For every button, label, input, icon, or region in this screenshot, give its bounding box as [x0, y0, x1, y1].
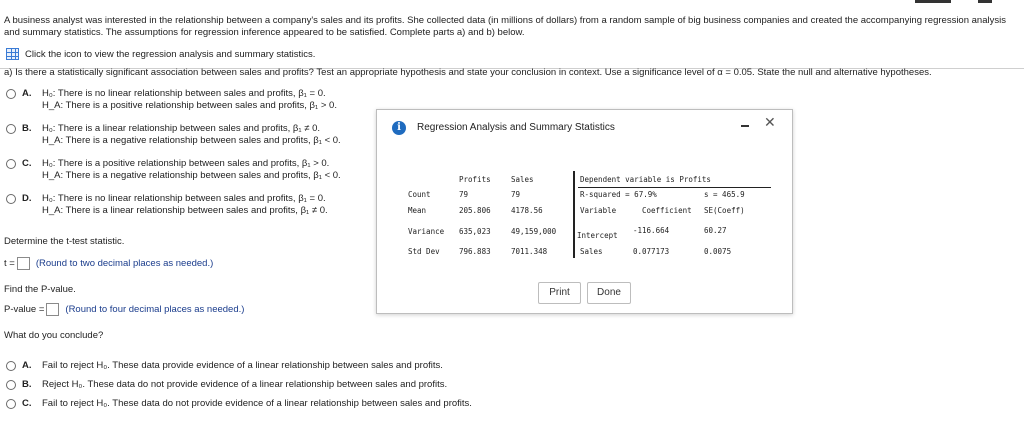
row-label: Variance — [408, 227, 445, 236]
conclusion-option-a[interactable]: A. Fail to reject H₀. These data provide evidence of a linear relationship between sales and profits. — [6, 360, 443, 372]
top-toolbar-mark — [915, 0, 951, 3]
minimize-icon[interactable] — [741, 125, 749, 127]
cell-value: 205.806 — [459, 206, 491, 215]
cell-value: 0.077173 — [633, 247, 670, 256]
t-statistic-input[interactable] — [17, 257, 30, 270]
dialog-title: Regression Analysis and Summary Statistics — [417, 122, 615, 133]
cell-value: 79 — [511, 190, 521, 199]
row-label: Sales — [580, 247, 603, 256]
top-toolbar-mark — [978, 0, 992, 3]
pvalue-label: Find the P-value. — [4, 284, 76, 295]
row-label: Mean — [408, 206, 427, 215]
hypothesis-option-b[interactable]: B. H₀: There is a linear relationship between sales and profits, β₁ ≠ 0. H_A: There is a negative relationship between sales and profits, β₁ < 0. — [6, 123, 341, 147]
conclusion-option-c[interactable]: C. Fail to reject H₀. These data do not provide evidence of a linear relationship between sales and profits. — [6, 398, 472, 410]
ha-text: There is a negative relationship between sales and profits, β₁ < 0. — [65, 170, 341, 181]
h0-text: There is no linear relationship between sales and profits, β₁ = 0. — [57, 88, 326, 99]
column-header: Variable — [580, 206, 617, 215]
ha-text: There is a negative relationship between sales and profits, β₁ < 0. — [65, 135, 341, 146]
hypothesis-option-c[interactable]: C. H₀: There is a positive relationship between sales and profits, β₁ > 0. H_A: There is a negative relationship between sales and profits, β₁ < 0. — [6, 158, 341, 182]
cell-value: 49,159,000 — [511, 227, 557, 236]
hypothesis-option-a[interactable]: A. H₀: There is no linear relationship between sales and profits, β₁ = 0. H_A: There is a positive relationship between sales and profits, β₁ > 0. — [6, 88, 337, 112]
rounding-hint: (Round to two decimal places as needed.) — [35, 258, 214, 269]
column-header: Coefficient — [642, 206, 692, 215]
table-icon[interactable] — [6, 48, 19, 60]
view-statistics-link[interactable] — [6, 48, 315, 60]
row-label: Std Dev — [408, 247, 440, 256]
conclusion-option-b[interactable]: B. Reject H₀. These data do not provide evidence of a linear relationship between sales and profits. — [6, 379, 447, 391]
column-header: SE(Coeff) — [704, 206, 745, 215]
radio-button[interactable] — [6, 361, 16, 371]
radio-button[interactable] — [6, 89, 16, 99]
row-label: Count — [408, 190, 431, 199]
hypothesis-option-d[interactable]: D. H₀: There is no linear relationship between sales and profits, β₁ = 0. H_A: There is a linear relationship between sales and profits, β₁ ≠ 0. — [6, 193, 328, 217]
cell-value: -116.664 — [633, 226, 670, 235]
h0-text: There is a positive relationship between sales and profits, β₁ > 0. — [57, 158, 330, 169]
close-icon[interactable]: ✕ — [764, 114, 776, 130]
ttest-label: Determine the t-test statistic. — [4, 236, 125, 247]
radio-button[interactable] — [6, 399, 16, 409]
column-header: Profits — [459, 175, 491, 184]
cell-value: 7011.348 — [511, 247, 548, 256]
conclusion-text: Reject H₀. These data do not provide evidence of a linear relationship between sales and profits. — [42, 379, 448, 390]
cell-value: 4178.56 — [511, 206, 543, 215]
h0-text: There is no linear relationship between sales and profits, β₁ = 0. — [57, 193, 326, 204]
column-header: Sales — [511, 175, 534, 184]
rounding-hint: (Round to four decimal places as needed.) — [65, 304, 245, 315]
radio-button[interactable] — [6, 159, 16, 169]
conclusion-text: Fail to reject H₀. These data provide evidence of a linear relationship between sales and profits. — [42, 360, 443, 371]
radio-button[interactable] — [6, 124, 16, 134]
s-value: s = 465.9 — [704, 190, 745, 199]
row-label: Intercept — [577, 231, 618, 240]
conclude-label: What do you conclude? — [4, 330, 104, 341]
done-button[interactable]: Done — [587, 282, 631, 304]
view-statistics-text: Click the icon to view the regression analysis and summary statistics. — [25, 48, 316, 60]
radio-button[interactable] — [6, 194, 16, 204]
table-divider — [578, 187, 771, 188]
t-answer-row: t = (Round to two decimal places as needed.) — [4, 258, 214, 269]
pvalue-answer-row: P-value = (Round to four decimal places as needed.) — [4, 304, 245, 315]
print-button[interactable]: Print — [538, 282, 581, 304]
cell-value: 79 — [459, 190, 469, 199]
ha-text: There is a linear relationship between sales and profits, β₁ ≠ 0. — [65, 205, 328, 216]
pvalue-input[interactable] — [46, 303, 59, 316]
part-a-prompt: a) Is there a statistically significant association between sales and profits? Test an appropriate hypothesis and state your conclusion in context. Use a significance level of α = 0.05. State the null and alternative hypotheses. — [4, 67, 932, 78]
r-squared: R-squared = 67.9% — [580, 190, 657, 199]
conclusion-text: Fail to reject H₀. These data do not provide evidence of a linear relationship between sales and profits. — [42, 398, 472, 409]
dependent-variable: Dependent variable is Profits — [580, 175, 711, 184]
ha-text: There is a positive relationship between sales and profits, β₁ > 0. — [65, 100, 337, 111]
cell-value: 0.0075 — [704, 247, 732, 256]
table-divider — [573, 171, 575, 258]
question-intro: A business analyst was interested in the relationship between a company's sales and its profits. She collected data (in millions of dollars) from a random sample of big business companies and created the accompanying regression analysis and summary statistics. The assumptions for regression inference appeared to be satisfied. Complete parts a) and b) below. — [4, 15, 1006, 38]
cell-value: 60.27 — [704, 226, 727, 235]
h0-text: There is a linear relationship between sales and profits, β₁ ≠ 0. — [57, 123, 320, 134]
info-icon: i — [392, 121, 406, 135]
cell-value: 796.883 — [459, 247, 491, 256]
radio-button[interactable] — [6, 380, 16, 390]
cell-value: 635,023 — [459, 227, 491, 236]
